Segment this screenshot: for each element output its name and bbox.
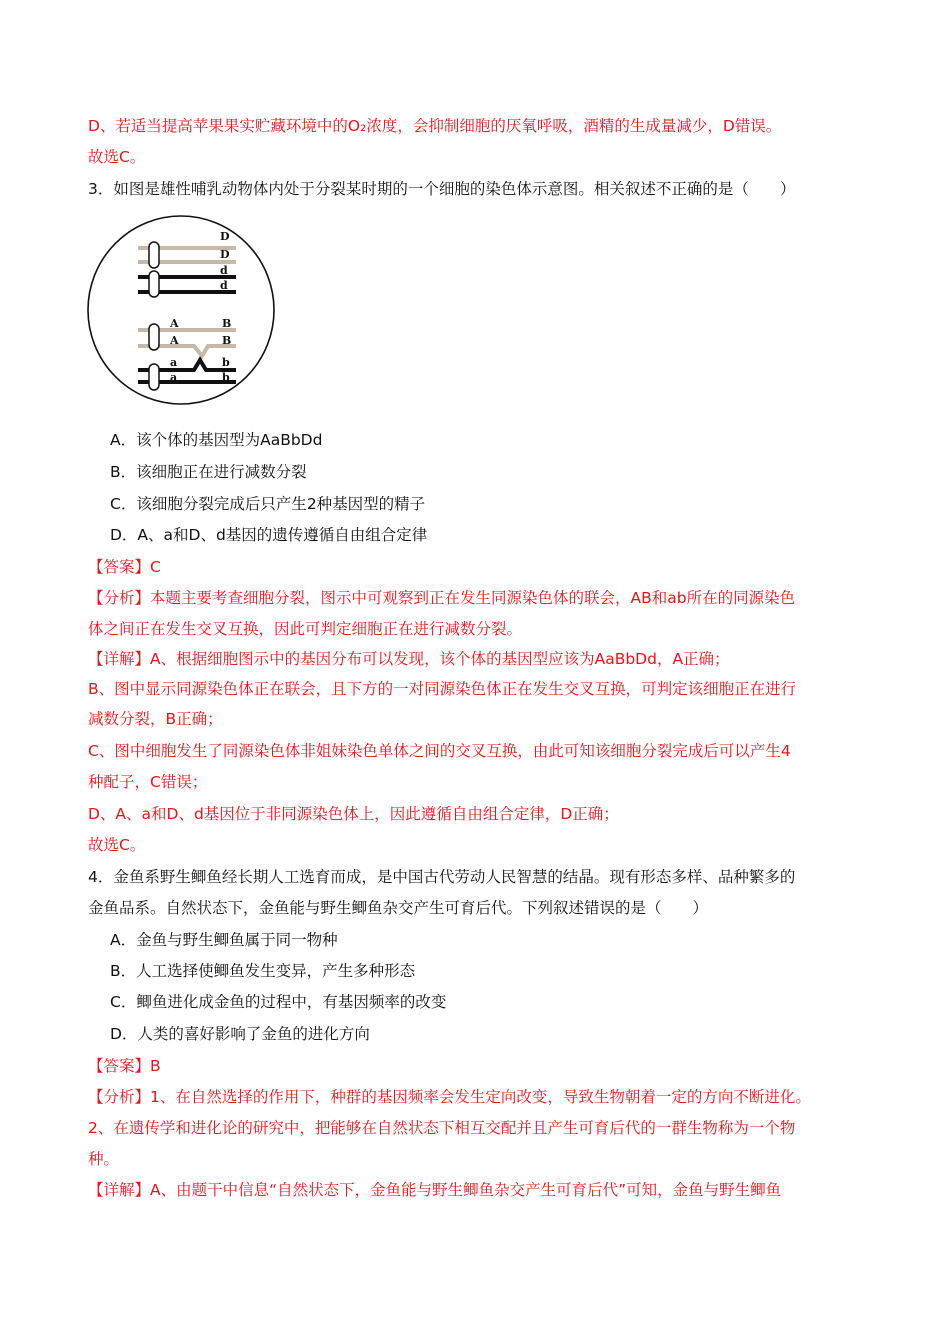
gene-label: d [220, 264, 228, 277]
option-a: A．金鱼与野生鲫鱼属于同一物种 [110, 931, 338, 949]
analysis-text: 体之间正在发生交叉互换，因此可判定细胞正在进行减数分裂。 [88, 620, 523, 638]
gene-label: B [222, 317, 232, 330]
option-d: D．A、a和D、d基因的遗传遵循自由组合定律 [110, 526, 428, 544]
analysis-text: 种。 [88, 1150, 120, 1168]
chromosome-diagram [86, 214, 276, 406]
gene-label: B [222, 334, 232, 347]
analysis-text: 【分析】1、在自然选择的作用下，种群的基因频率会发生定向改变，导致生物朝着一定的方向不断进化。 [88, 1088, 811, 1106]
gene-label: a [170, 371, 178, 384]
conclusion-text: 故选C。 [88, 836, 146, 854]
detail-text: 减数分裂，B正确； [88, 710, 223, 728]
answer-label: 【答案】C [88, 558, 161, 576]
option-b: B．该细胞正在进行减数分裂 [110, 463, 307, 481]
gene-label: a [170, 356, 178, 369]
gene-label: D [220, 248, 230, 261]
option-c: C．该细胞分裂完成后只产生2种基因型的精子 [110, 495, 426, 513]
detail-text: 种配子，C错误； [88, 773, 208, 791]
analysis-text: 2、在遗传学和进化论的研究中，把能够在自然状态下相互交配并且产生可育后代的一群生物称为一个物 [88, 1119, 796, 1137]
detail-text: D、A、a和D、d基因位于非同源染色体上，因此遵循自由组合定律，D正确； [88, 805, 619, 823]
gene-label: d [220, 279, 228, 292]
detail-text: 【详解】A、根据细胞图示中的基因分布可以发现，该个体的基因型应该为AaBbDd，A正确； [88, 650, 730, 668]
text-line: D、若适当提高苹果果实贮藏环境中的O₂浓度，会抑制细胞的厌氧呼吸，酒精的生成量减少，D错误。 [88, 117, 782, 135]
option-d: D．人类的喜好影响了金鱼的进化方向 [110, 1025, 370, 1043]
text-line: 故选C。 [88, 148, 146, 166]
option-a: A．该个体的基因型为AaBbDd [110, 431, 323, 449]
gene-label: b [222, 371, 230, 384]
detail-text: C、图中细胞发生了同源染色体非姐妹染色单体之间的交叉互换，由此可知该细胞分裂完成后可以产生4 [88, 742, 791, 760]
gene-label: D [220, 230, 230, 243]
question-3-stem: 3．如图是雄性哺乳动物体内处于分裂某时期的一个细胞的染色体示意图。相关叙述不正确的是（ ） [88, 180, 796, 198]
question-4-stem: 金鱼品系。自然状态下，金鱼能与野生鲫鱼杂交产生可育后代。下列叙述错误的是（ ） [88, 899, 709, 917]
detail-text: B、图中显示同源染色体正在联会，且下方的一对同源染色体正在发生交叉互换，可判定该细胞正在进行 [88, 680, 797, 698]
gene-label: A [170, 334, 179, 347]
answer-label: 【答案】B [88, 1057, 161, 1075]
gene-label: b [222, 356, 230, 369]
detail-text: 【详解】A、由题干中信息“自然状态下，金鱼能与野生鲫鱼杂交产生可育后代”可知，金鱼与野生鲫鱼 [88, 1181, 782, 1199]
cell-outline [88, 216, 274, 404]
analysis-text: 【分析】本题主要考查细胞分裂，图示中可观察到正在发生同源染色体的联会，AB和ab所在的同源染色 [88, 589, 796, 607]
option-b: B．人工选择使鲫鱼发生变异，产生多种形态 [110, 962, 416, 980]
option-c: C．鲫鱼进化成金鱼的过程中，有基因频率的改变 [110, 993, 447, 1011]
question-4-stem: 4．金鱼系野生鲫鱼经长期人工选育而成，是中国古代劳动人民智慧的结晶。现有形态多样、品种繁多的 [88, 868, 796, 886]
gene-label: A [170, 317, 179, 330]
